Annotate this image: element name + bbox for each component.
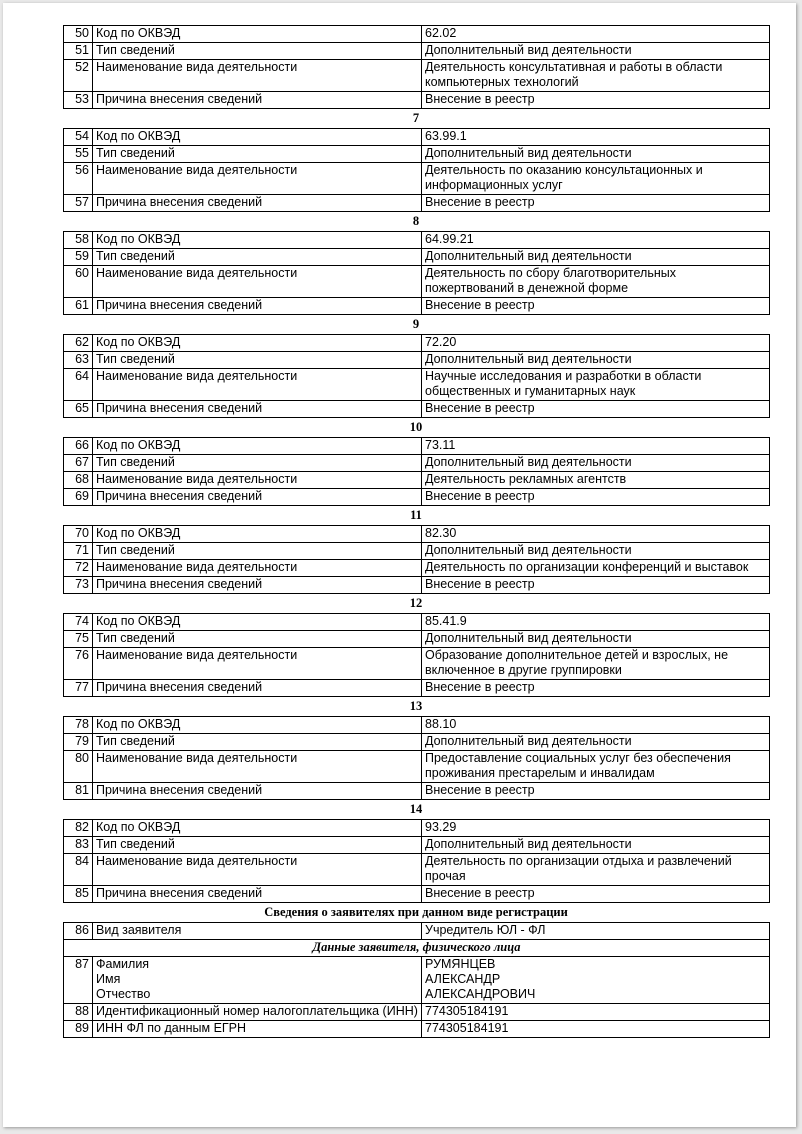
row-value: Деятельность по организации отдыха и развлечений прочая	[422, 854, 770, 886]
row-number: 69	[64, 489, 93, 506]
row-label: Код по ОКВЭД	[93, 526, 422, 543]
row-value: Дополнительный вид деятельности	[422, 543, 770, 560]
row-label: Причина внесения сведений	[93, 577, 422, 594]
row-label: Тип сведений	[93, 455, 422, 472]
row-label: Код по ОКВЭД	[93, 232, 422, 249]
row-label: Причина внесения сведений	[93, 489, 422, 506]
row-label: Вид заявителя	[93, 923, 422, 940]
table-row	[64, 195, 770, 212]
row-value: Внесение в реестр	[422, 783, 770, 800]
row-label: Наименование вида деятельности	[93, 163, 422, 195]
table-row	[64, 472, 770, 489]
row-label: Код по ОКВЭД	[93, 614, 422, 631]
document-body	[63, 25, 769, 1038]
surname-value: РУМЯНЦЕВ	[425, 957, 496, 971]
block-number: 12	[409, 596, 423, 610]
block-number: 11	[410, 508, 422, 522]
table-row	[64, 837, 770, 854]
row-number: 87	[64, 957, 93, 1004]
document-page	[3, 3, 796, 1127]
row-number: 74	[64, 614, 93, 631]
row-value: Внесение в реестр	[422, 195, 770, 212]
row-number: 63	[64, 352, 93, 369]
table-row	[64, 577, 770, 594]
row-label: Наименование вида деятельности	[93, 266, 422, 298]
table-row	[64, 369, 770, 401]
row-number: 65	[64, 401, 93, 418]
activity-table	[63, 613, 770, 697]
row-value: Дополнительный вид деятельности	[422, 734, 770, 751]
row-number: 73	[64, 577, 93, 594]
row-label: Тип сведений	[93, 352, 422, 369]
activity-table	[63, 231, 770, 315]
row-number: 56	[64, 163, 93, 195]
row-number: 84	[64, 854, 93, 886]
table-row	[64, 455, 770, 472]
row-label: Идентификационный номер налогоплательщика (ИНН)	[93, 1004, 422, 1021]
row-label: Тип сведений	[93, 631, 422, 648]
row-number: 71	[64, 543, 93, 560]
block-number: 8	[412, 214, 420, 228]
row-label: Тип сведений	[93, 837, 422, 854]
row-value: Внесение в реестр	[422, 577, 770, 594]
row-value: Дополнительный вид деятельности	[422, 837, 770, 854]
row-number: 86	[64, 923, 93, 940]
table-row	[64, 734, 770, 751]
applicants-table	[63, 922, 770, 1038]
row-label: Тип сведений	[93, 249, 422, 266]
row-label: ИНН ФЛ по данным ЕГРН	[93, 1021, 422, 1038]
row-number: 68	[64, 472, 93, 489]
block-number: 10	[409, 420, 423, 434]
table-row	[64, 957, 770, 1004]
row-value: 774305184191	[422, 1004, 770, 1021]
applicants-section-title: Сведения о заявителях при данном виде регистрации	[264, 905, 568, 919]
row-label: Причина внесения сведений	[93, 298, 422, 315]
row-label: Код по ОКВЭД	[93, 820, 422, 837]
table-row	[64, 923, 770, 940]
row-number: 64	[64, 369, 93, 401]
row-number: 60	[64, 266, 93, 298]
table-row	[64, 129, 770, 146]
table-row	[64, 717, 770, 734]
row-value: Внесение в реестр	[422, 401, 770, 418]
row-label: Наименование вида деятельности	[93, 751, 422, 783]
row-value	[422, 957, 770, 1004]
block-number: 13	[409, 699, 423, 713]
table-row	[64, 146, 770, 163]
table-row	[64, 783, 770, 800]
surname-label: Фамилия	[96, 957, 150, 971]
row-label: Наименование вида деятельности	[93, 472, 422, 489]
row-value: 82.30	[422, 526, 770, 543]
row-label: Тип сведений	[93, 543, 422, 560]
row-label: Тип сведений	[93, 43, 422, 60]
row-value: 774305184191	[422, 1021, 770, 1038]
row-label: Причина внесения сведений	[93, 401, 422, 418]
table-row	[64, 886, 770, 903]
row-value: 62.02	[422, 26, 770, 43]
row-label: Код по ОКВЭД	[93, 335, 422, 352]
table-row	[64, 26, 770, 43]
activity-table	[63, 525, 770, 594]
table-row	[64, 298, 770, 315]
row-number: 80	[64, 751, 93, 783]
table-row	[64, 163, 770, 195]
row-label: Причина внесения сведений	[93, 783, 422, 800]
table-row	[64, 614, 770, 631]
activity-table	[63, 437, 770, 506]
activity-table	[63, 25, 770, 109]
activity-table	[63, 128, 770, 212]
row-value: Учредитель ЮЛ - ФЛ	[422, 923, 770, 940]
row-value: Дополнительный вид деятельности	[422, 352, 770, 369]
row-value: Дополнительный вид деятельности	[422, 455, 770, 472]
row-value: Предоставление социальных услуг без обеспечения проживания престарелым и инвалидам	[422, 751, 770, 783]
row-label: Наименование вида деятельности	[93, 560, 422, 577]
row-number: 81	[64, 783, 93, 800]
row-label: Код по ОКВЭД	[93, 129, 422, 146]
row-value: Внесение в реестр	[422, 92, 770, 109]
row-label: Код по ОКВЭД	[93, 26, 422, 43]
row-value: Внесение в реестр	[422, 489, 770, 506]
row-number: 83	[64, 837, 93, 854]
patronymic-label: Отчество	[96, 987, 151, 1001]
row-number: 52	[64, 60, 93, 92]
table-row	[64, 854, 770, 886]
row-number: 66	[64, 438, 93, 455]
row-label: Код по ОКВЭД	[93, 717, 422, 734]
block-number: 7	[412, 111, 420, 125]
table-row	[64, 43, 770, 60]
row-value: 63.99.1	[422, 129, 770, 146]
row-label: Причина внесения сведений	[93, 680, 422, 697]
row-number: 72	[64, 560, 93, 577]
row-label: Причина внесения сведений	[93, 195, 422, 212]
row-number: 70	[64, 526, 93, 543]
table-row	[64, 489, 770, 506]
table-row	[64, 543, 770, 560]
row-value: Образование дополнительное детей и взрослых, не включенное в другие группировки	[422, 648, 770, 680]
row-number: 51	[64, 43, 93, 60]
row-number: 78	[64, 717, 93, 734]
row-label: Причина внесения сведений	[93, 886, 422, 903]
table-row	[64, 1004, 770, 1021]
row-value: Деятельность рекламных агентств	[422, 472, 770, 489]
table-row	[64, 232, 770, 249]
table-row	[64, 631, 770, 648]
applicant-subheading: Данные заявителя, физического лица	[64, 940, 770, 957]
row-label: Наименование вида деятельности	[93, 369, 422, 401]
table-row	[64, 526, 770, 543]
row-number: 75	[64, 631, 93, 648]
row-value: 85.41.9	[422, 614, 770, 631]
table-row	[64, 92, 770, 109]
row-number: 76	[64, 648, 93, 680]
row-number: 88	[64, 1004, 93, 1021]
row-label: Тип сведений	[93, 734, 422, 751]
row-label: Наименование вида деятельности	[93, 648, 422, 680]
table-row	[64, 266, 770, 298]
row-label: Причина внесения сведений	[93, 92, 422, 109]
row-number: 79	[64, 734, 93, 751]
row-value: Деятельность консультативная и работы в области компьютерных технологий	[422, 60, 770, 92]
block-number: 9	[412, 317, 420, 331]
row-number: 53	[64, 92, 93, 109]
table-row	[64, 335, 770, 352]
block-number: 14	[409, 802, 423, 816]
table-row	[64, 560, 770, 577]
row-value: Дополнительный вид деятельности	[422, 631, 770, 648]
row-value: 73.11	[422, 438, 770, 455]
row-value: 72.20	[422, 335, 770, 352]
row-number: 50	[64, 26, 93, 43]
activity-blocks	[63, 25, 769, 903]
row-label: Тип сведений	[93, 146, 422, 163]
row-value: 93.29	[422, 820, 770, 837]
row-number: 67	[64, 455, 93, 472]
row-value: Деятельность по организации конференций и выставок	[422, 560, 770, 577]
table-row	[64, 1021, 770, 1038]
row-value: Деятельность по сбору благотворительных пожертвований в денежной форме	[422, 266, 770, 298]
row-value: 88.10	[422, 717, 770, 734]
row-number: 61	[64, 298, 93, 315]
row-number: 54	[64, 129, 93, 146]
row-number: 57	[64, 195, 93, 212]
row-number: 85	[64, 886, 93, 903]
row-number: 77	[64, 680, 93, 697]
row-value: Внесение в реестр	[422, 680, 770, 697]
row-number: 59	[64, 249, 93, 266]
activity-table	[63, 334, 770, 418]
table-row	[64, 940, 770, 957]
activity-table	[63, 819, 770, 903]
row-value: Дополнительный вид деятельности	[422, 146, 770, 163]
row-number: 55	[64, 146, 93, 163]
row-label: Код по ОКВЭД	[93, 438, 422, 455]
row-label: Наименование вида деятельности	[93, 854, 422, 886]
table-row	[64, 401, 770, 418]
table-row	[64, 820, 770, 837]
row-number: 58	[64, 232, 93, 249]
first-name-label: Имя	[96, 972, 121, 986]
row-value: Дополнительный вид деятельности	[422, 249, 770, 266]
row-value: 64.99.21	[422, 232, 770, 249]
table-row	[64, 249, 770, 266]
row-value: Дополнительный вид деятельности	[422, 43, 770, 60]
first-name-value: АЛЕКСАНДР	[425, 972, 501, 986]
row-value: Внесение в реестр	[422, 886, 770, 903]
table-row	[64, 648, 770, 680]
row-value: Внесение в реестр	[422, 298, 770, 315]
row-value: Деятельность по оказанию консультационных и информационных услуг	[422, 163, 770, 195]
table-row	[64, 352, 770, 369]
row-number: 82	[64, 820, 93, 837]
table-row	[64, 60, 770, 92]
row-label	[93, 957, 422, 1004]
table-row	[64, 438, 770, 455]
table-row	[64, 680, 770, 697]
row-label: Наименование вида деятельности	[93, 60, 422, 92]
activity-table	[63, 716, 770, 800]
table-row	[64, 751, 770, 783]
row-value: Научные исследования и разработки в области общественных и гуманитарных наук	[422, 369, 770, 401]
row-number: 89	[64, 1021, 93, 1038]
patronymic-value: АЛЕКСАНДРОВИЧ	[425, 987, 536, 1001]
row-number: 62	[64, 335, 93, 352]
